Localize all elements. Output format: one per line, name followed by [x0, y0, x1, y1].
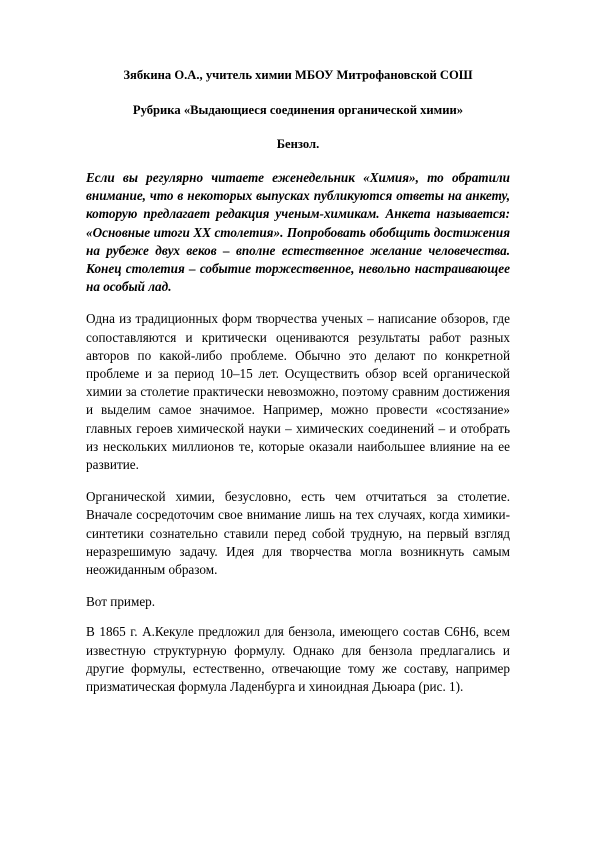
article-title: Бензол.	[276, 137, 320, 151]
intro-paragraph: Если вы регулярно читаете еженедельник «Химия», то обратили внимание, что в некоторых выпусках публикуются ответы на анкету, которую предлагает редакция ученым-химикам. Анкета называется: «Основные итоги XX столетия». Попробовать обобщить достижения на рубеже двух веков – вполне естественное желание человечества. Конец столетия – событие торжественное, невольно настраивающее на особый лад.	[86, 170, 510, 295]
document-page	[86, 67, 510, 710]
rubric-line: Рубрика «Выдающиеся соединения органической химии»	[132, 103, 464, 117]
body-paragraph-1: Одна из традиционных форм творчества ученых – написание обзоров, где сопоставляются и критически оцениваются результаты работ разных авторов по какой-либо проблеме. Обычно это делают по конкретной проблеме и за период 10–15 лет. Осуществить обзор всей органической химии за столетие практически невозможно, поэтому сравним достижения и выделим самое значимое. Например, можно провести «состязание» главных героев химической науки – химических соединений – и отобрать из нескольких миллионов те, которые оказали наибольшее влияние на ее развитие.	[86, 311, 510, 473]
body-paragraph-2: Органической химии, безусловно, есть чем отчитаться за столетие. Вначале сосредоточим свое внимание лишь на тех случаях, когда химики-синтетики сознательно ставили перед собой трудную, на первый взгляд неразрешимую задачу. Идея для творчества могла возникнуть самым неожиданным образом.	[86, 489, 510, 578]
body-paragraph-4: В 1865 г. А.Кекуле предложил для бензола, имеющего состав С6Н6, всем известную структурную формулу. Однако для бензола предлагались и другие формулы, естественно, отвечающие тому же составу, например призматическая формула Ладенбурга и хиноидная Дьюара (рис. 1).	[86, 624, 510, 695]
body-paragraph-3: Вот пример.	[86, 594, 156, 610]
author-line: Зябкина О.А., учитель химии МБОУ Митрофановской СОШ	[123, 68, 473, 82]
